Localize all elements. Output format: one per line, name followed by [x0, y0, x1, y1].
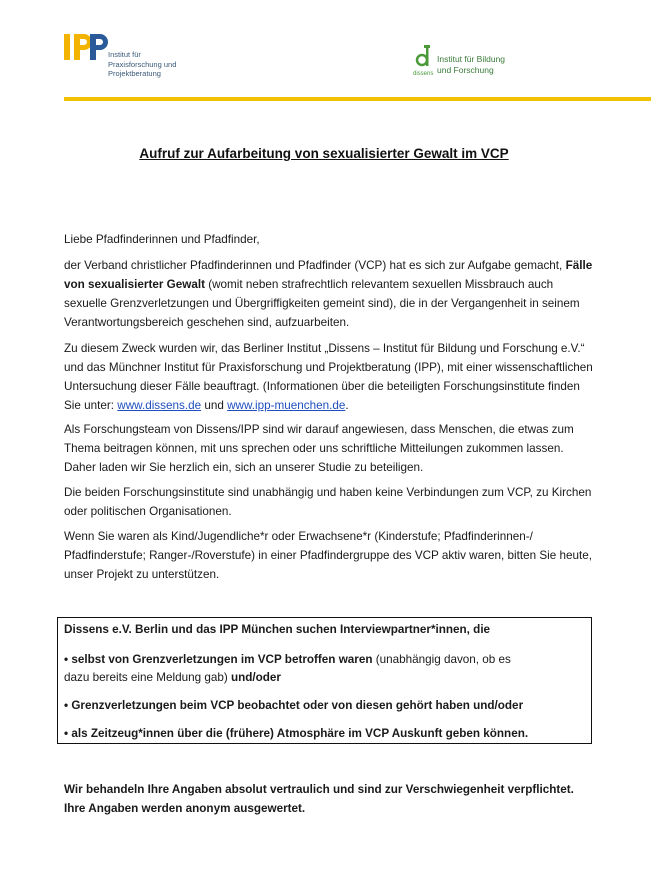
bullet-normal: dazu bereits eine Meldung gab): [64, 671, 231, 684]
dissens-logo-mark: [413, 44, 435, 78]
dissens-link[interactable]: www.dissens.de: [117, 399, 202, 412]
purpose-and: und: [201, 399, 228, 412]
greeting: Liebe Pfadfinderinnen und Pfadfinder,: [64, 233, 260, 246]
bullet-bold: und/oder: [230, 671, 281, 684]
callout-bullet-observed: • Grenzverletzungen beim VCP beobachtet oder von diesen gehört haben und/oder: [64, 699, 524, 712]
paragraph-purpose: [64, 339, 594, 415]
ipp-logo-mark: [64, 30, 108, 64]
paragraph-independence: Die beiden Forschungsinstitute sind unabhängig und haben keine Verbindungen zum VCP, zu Kirchen oder politischen Organisationen.: [64, 486, 592, 518]
ipp-name: [108, 50, 176, 79]
intro-text: der Verband christlicher Pfadfinderinnen und Pfadfinder (VCP) hat es sich zur Aufgabe gemacht,: [64, 259, 566, 272]
callout-bullet-witness: • als Zeitzeug*innen über die (frühere) Atmosphäre im VCP Auskunft geben können.: [64, 727, 529, 740]
ipp-link[interactable]: www.ipp-muenchen.de: [227, 399, 346, 412]
intro-emphasis: Fälle von sexualisierter Gewalt: [64, 259, 593, 291]
callout-bullet-affected: [64, 650, 511, 669]
dissens-logo: [413, 44, 533, 84]
svg-text:dissens: dissens: [413, 71, 434, 77]
paragraph-appeal: Wenn Sie waren als Kind/Jugendliche*r oder Erwachsene*r (Kinderstufe; Pfadfinderinnen-/ Pfadfinderstufe; Ranger-/Roverstufe) in einer Pfadfindergruppe des VCP aktiv waren, bitten Sie heute, unser Projekt zu unterstützen.: [64, 530, 592, 581]
ipp-name-line: Institut für: [108, 50, 141, 59]
page-title: Aufruf zur Aufarbeitung von sexualisierter Gewalt im VCP: [139, 146, 509, 161]
ipp-name-line: Projektberatung: [108, 69, 161, 78]
paragraph-invitation: Als Forschungsteam von Dissens/IPP sind wir darauf angewiesen, dass Menschen, die etwas zum Thema beitragen können, mit uns sprechen oder uns schriftliche Mitteilungen zukommen lassen. Daher laden wir Sie herzlich ein, sich an unserer Studie zu beteiligen.: [64, 423, 574, 474]
interview-callout-box: [57, 617, 592, 744]
paragraph-intro: [64, 256, 594, 332]
dissens-name-line: Institut für Bildung: [437, 54, 506, 64]
callout-bullet-affected-cont: [64, 668, 281, 687]
intro-text-cont: (womit neben strafrechtlich relevantem sexuellen Missbrauch auch sexuelle Grenzverletzungen und Übergriffigkeiten gemeint sind), die in der Vergangenheit in seinem Verantwortungsbereich geschehen sind, aufzuarbeiten.: [64, 278, 580, 329]
header-divider: [64, 97, 651, 101]
bullet-bold: • selbst von Grenzverletzungen im VCP betroffen waren: [64, 653, 373, 666]
ipp-name-line: Praxisforschung und: [108, 59, 177, 69]
purpose-end: .: [345, 399, 349, 412]
purpose-text: Zu diesem Zweck wurden wir, das Berliner Institut „Dissens – Institut für Bildung und Forschung e.V.“ und das Münchner Institut für Praxisforschung und Projektberatung (IPP), mit einer wissenschaftlichen Untersuchung dieser Fälle beauftragt. (Informationen über die beteiligten Forschungsinstitute finden Sie unter:: [64, 342, 593, 412]
bullet-normal: (unabhängig davon, ob es: [372, 653, 511, 666]
dissens-name-line: und Forschung: [437, 65, 494, 75]
confidentiality-note: Wir behandeln Ihre Angaben absolut vertraulich und sind zur Verschwiegenheit verpflichtet. Ihre Angaben werden anonym ausgewertet.: [64, 783, 574, 815]
callout-heading: Dissens e.V. Berlin und das IPP München suchen Interviewpartner*innen, die: [64, 623, 491, 636]
ipp-logo: [64, 30, 204, 86]
dissens-name: [437, 54, 505, 76]
